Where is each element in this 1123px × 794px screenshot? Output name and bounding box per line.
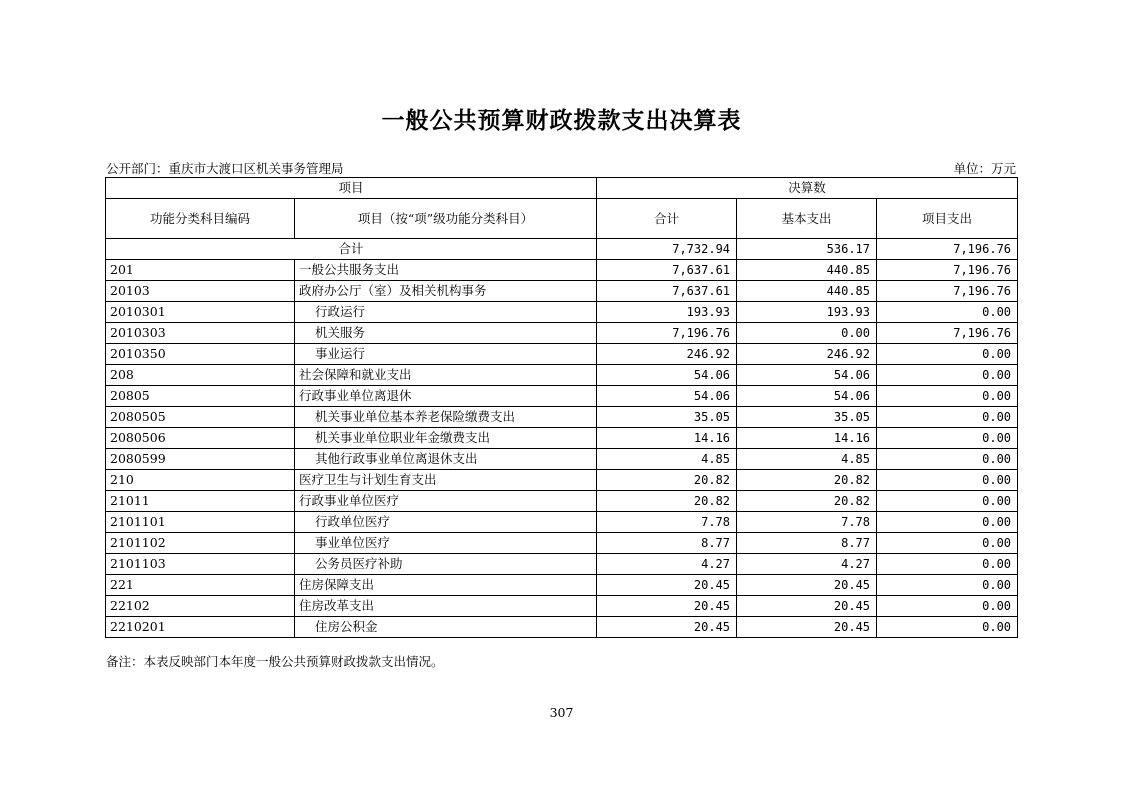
row-name: 机关服务 [295,323,597,344]
row-basic: 440.85 [737,281,877,302]
row-code: 2080506 [106,428,295,449]
table-row [106,554,1018,575]
table-row [106,449,1018,470]
row-basic: 54.06 [737,365,877,386]
row-total: 7.78 [597,512,737,533]
row-name: 机关事业单位基本养老保险缴费支出 [295,407,597,428]
total-project: 7,196.76 [877,239,1018,260]
row-code: 2010303 [106,323,295,344]
table-row [106,491,1018,512]
row-basic: 7.78 [737,512,877,533]
row-code: 208 [106,365,295,386]
table-row [106,344,1018,365]
total-basic: 536.17 [737,239,877,260]
row-project: 0.00 [877,428,1018,449]
row-total: 54.06 [597,365,737,386]
row-project: 0.00 [877,554,1018,575]
row-code: 2010301 [106,302,295,323]
header-basic: 基本支出 [737,199,877,239]
row-name: 社会保障和就业支出 [295,365,597,386]
row-project: 0.00 [877,512,1018,533]
row-basic: 20.45 [737,575,877,596]
row-project: 0.00 [877,491,1018,512]
header-item-name: 项目（按“项”级功能分类科目） [295,199,597,239]
row-project: 0.00 [877,344,1018,365]
row-name: 行政运行 [295,302,597,323]
row-total: 8.77 [597,533,737,554]
row-code: 210 [106,470,295,491]
row-name: 住房保障支出 [295,575,597,596]
row-total: 193.93 [597,302,737,323]
row-total: 4.27 [597,554,737,575]
row-name: 医疗卫生与计划生育支出 [295,470,597,491]
row-name: 事业运行 [295,344,597,365]
row-project: 0.00 [877,575,1018,596]
row-basic: 246.92 [737,344,877,365]
row-project: 0.00 [877,302,1018,323]
row-name: 行政事业单位离退休 [295,386,597,407]
row-total: 7,637.61 [597,281,737,302]
row-name: 其他行政事业单位离退休支出 [295,449,597,470]
row-code: 21011 [106,491,295,512]
row-total: 20.45 [597,596,737,617]
row-basic: 20.82 [737,470,877,491]
header-project: 项目 [106,178,597,199]
table-row [106,617,1018,638]
row-project: 7,196.76 [877,323,1018,344]
footnote: 备注：本表反映部门本年度一般公共预算财政拨款支出情况。 [106,654,444,669]
row-code: 2101103 [106,554,295,575]
row-basic: 440.85 [737,260,877,281]
header-total: 合计 [597,199,737,239]
row-basic: 20.45 [737,617,877,638]
row-name: 行政事业单位医疗 [295,491,597,512]
table-row [106,407,1018,428]
row-project: 0.00 [877,470,1018,491]
row-total: 4.85 [597,449,737,470]
unit-label: 单位：万元 [953,161,1016,176]
row-project: 0.00 [877,596,1018,617]
row-code: 2080505 [106,407,295,428]
header-settlement: 决算数 [597,178,1018,199]
row-project: 0.00 [877,386,1018,407]
row-name: 事业单位医疗 [295,533,597,554]
row-project: 7,196.76 [877,281,1018,302]
row-project: 0.00 [877,407,1018,428]
row-code: 20103 [106,281,295,302]
row-code: 2080599 [106,449,295,470]
row-basic: 8.77 [737,533,877,554]
row-code: 201 [106,260,295,281]
row-total: 20.82 [597,491,737,512]
row-code: 2101102 [106,533,295,554]
row-total: 20.82 [597,470,737,491]
table-row [106,386,1018,407]
row-project: 0.00 [877,449,1018,470]
row-project: 7,196.76 [877,260,1018,281]
row-basic: 20.45 [737,596,877,617]
header-project-expense: 项目支出 [877,199,1018,239]
row-basic: 14.16 [737,428,877,449]
row-total: 20.45 [597,575,737,596]
row-name: 公务员医疗补助 [295,554,597,575]
row-code: 2101101 [106,512,295,533]
table-row [106,470,1018,491]
row-project: 0.00 [877,533,1018,554]
row-basic: 4.85 [737,449,877,470]
header-row-2 [106,199,1018,239]
table-row [106,365,1018,386]
table-row [106,281,1018,302]
row-total: 7,637.61 [597,260,737,281]
row-code: 2210201 [106,617,295,638]
row-total: 20.45 [597,617,737,638]
row-total: 246.92 [597,344,737,365]
header-code: 功能分类科目编码 [106,199,295,239]
row-code: 20805 [106,386,295,407]
table-row [106,260,1018,281]
row-total: 35.05 [597,407,737,428]
total-label: 合计 [106,239,597,260]
page-title: 一般公共预算财政拨款支出决算表 [381,107,742,134]
row-total: 54.06 [597,386,737,407]
row-name: 住房改革支出 [295,596,597,617]
table-row [106,323,1018,344]
row-name: 住房公积金 [295,617,597,638]
row-code: 221 [106,575,295,596]
row-basic: 54.06 [737,386,877,407]
row-name: 政府办公厅（室）及相关机构事务 [295,281,597,302]
row-total: 14.16 [597,428,737,449]
table-row [106,428,1018,449]
row-project: 0.00 [877,365,1018,386]
page-number: 307 [549,705,574,720]
total-total: 7,732.94 [597,239,737,260]
table-row [106,512,1018,533]
table-row [106,302,1018,323]
row-name: 机关事业单位职业年金缴费支出 [295,428,597,449]
row-basic: 193.93 [737,302,877,323]
header-row-1 [106,178,1018,199]
row-basic: 0.00 [737,323,877,344]
row-basic: 20.82 [737,491,877,512]
row-code: 2010350 [106,344,295,365]
budget-table [105,177,1018,638]
row-name: 行政单位医疗 [295,512,597,533]
total-row [106,239,1018,260]
row-basic: 35.05 [737,407,877,428]
table-row [106,533,1018,554]
table-row [106,575,1018,596]
row-basic: 4.27 [737,554,877,575]
department-label: 公开部门：重庆市大渡口区机关事务管理局 [106,161,344,176]
row-total: 7,196.76 [597,323,737,344]
table-row [106,596,1018,617]
row-code: 22102 [106,596,295,617]
row-project: 0.00 [877,617,1018,638]
row-name: 一般公共服务支出 [295,260,597,281]
